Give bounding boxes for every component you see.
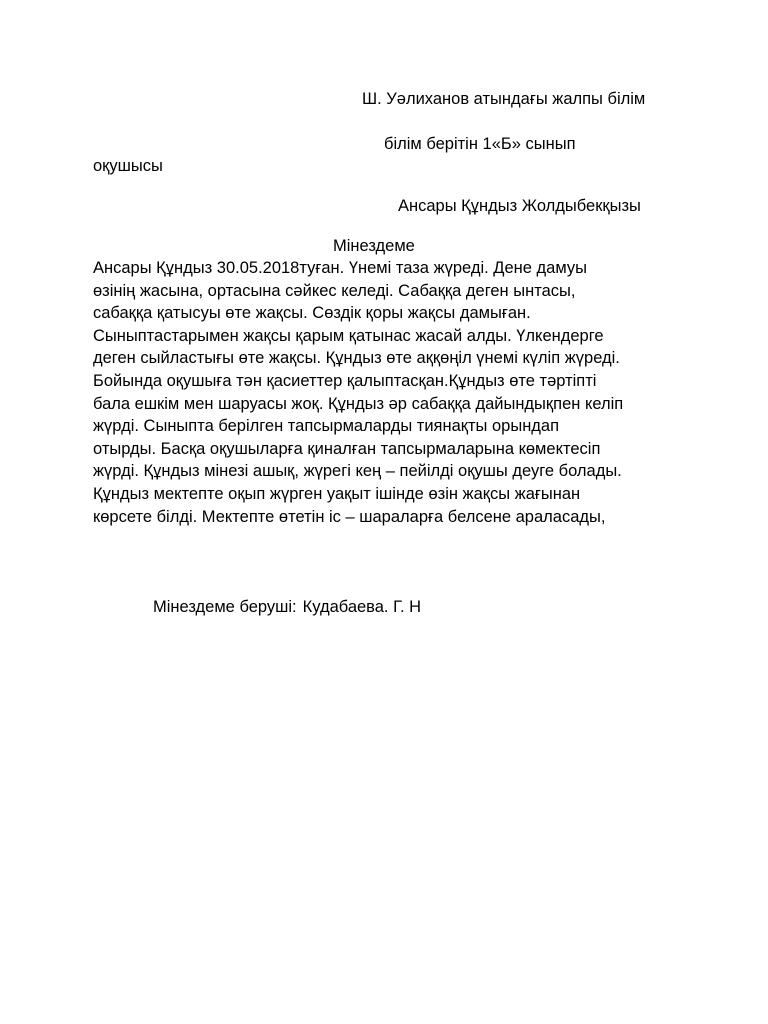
signature-label: Мінездеме беруші:	[153, 598, 297, 616]
body-line: жүрді. Құндыз мінезі ашық, жүрегі кең – пейілді оқушы деуге болады.	[93, 462, 622, 481]
body-line: отырды. Басқа оқушыларға қиналған тапсырмаларына көмектесіп	[93, 439, 601, 458]
header-class-line: білім берітін 1«Б» сынып	[384, 135, 576, 153]
body-line: сабаққа қатысуы өте жақсы. Сөздік қоры жақсы дамыған.	[93, 304, 531, 323]
body-line: деген сыйластығы өте жақсы. Құндыз өте аққөңіл үнемі күліп жүреді.	[93, 349, 620, 368]
document-title: Мінездеме	[333, 237, 415, 255]
body-line: Сыныптастарымен жақсы қарым қатынас жасай алды. Үлкендерге	[93, 326, 604, 345]
body-line: жүрді. Сыныпта берілген тапсырмаларды тиянақты орындап	[93, 417, 560, 436]
header-pupil-line: оқушысы	[93, 157, 163, 175]
body-line: бала ешкім мен шаруасы жоқ. Құндыз әр сабаққа дайындықпен келіп	[93, 394, 624, 413]
student-name: Ансары Құндыз Жолдыбекқызы	[398, 197, 641, 215]
body-line: Бойында оқушыға тән қасиеттер қалыптасқан.Құндыз өте тәртіпті	[93, 371, 597, 390]
body-line: Құндыз мектепте оқып жүрген уақыт ішінде өзін жақсы жағынан	[93, 484, 581, 503]
header-school-line: Ш. Уәлиханов атындағы жалпы білім	[362, 90, 646, 108]
characteristic-body	[93, 257, 693, 528]
body-line: көрсете білді. Мектепте өтетін іс – шараларға белсене араласады,	[93, 507, 606, 526]
signature-name: Кудабаева. Г. Н	[302, 598, 422, 616]
body-line: өзінің жасына, ортасына сәйкес келеді. Сабаққа деген ынтасы,	[93, 281, 576, 300]
signature-line	[153, 596, 421, 618]
body-line: Ансары Құндыз 30.05.2018туған. Үнемі таза жүреді. Дене дамуы	[93, 259, 587, 277]
